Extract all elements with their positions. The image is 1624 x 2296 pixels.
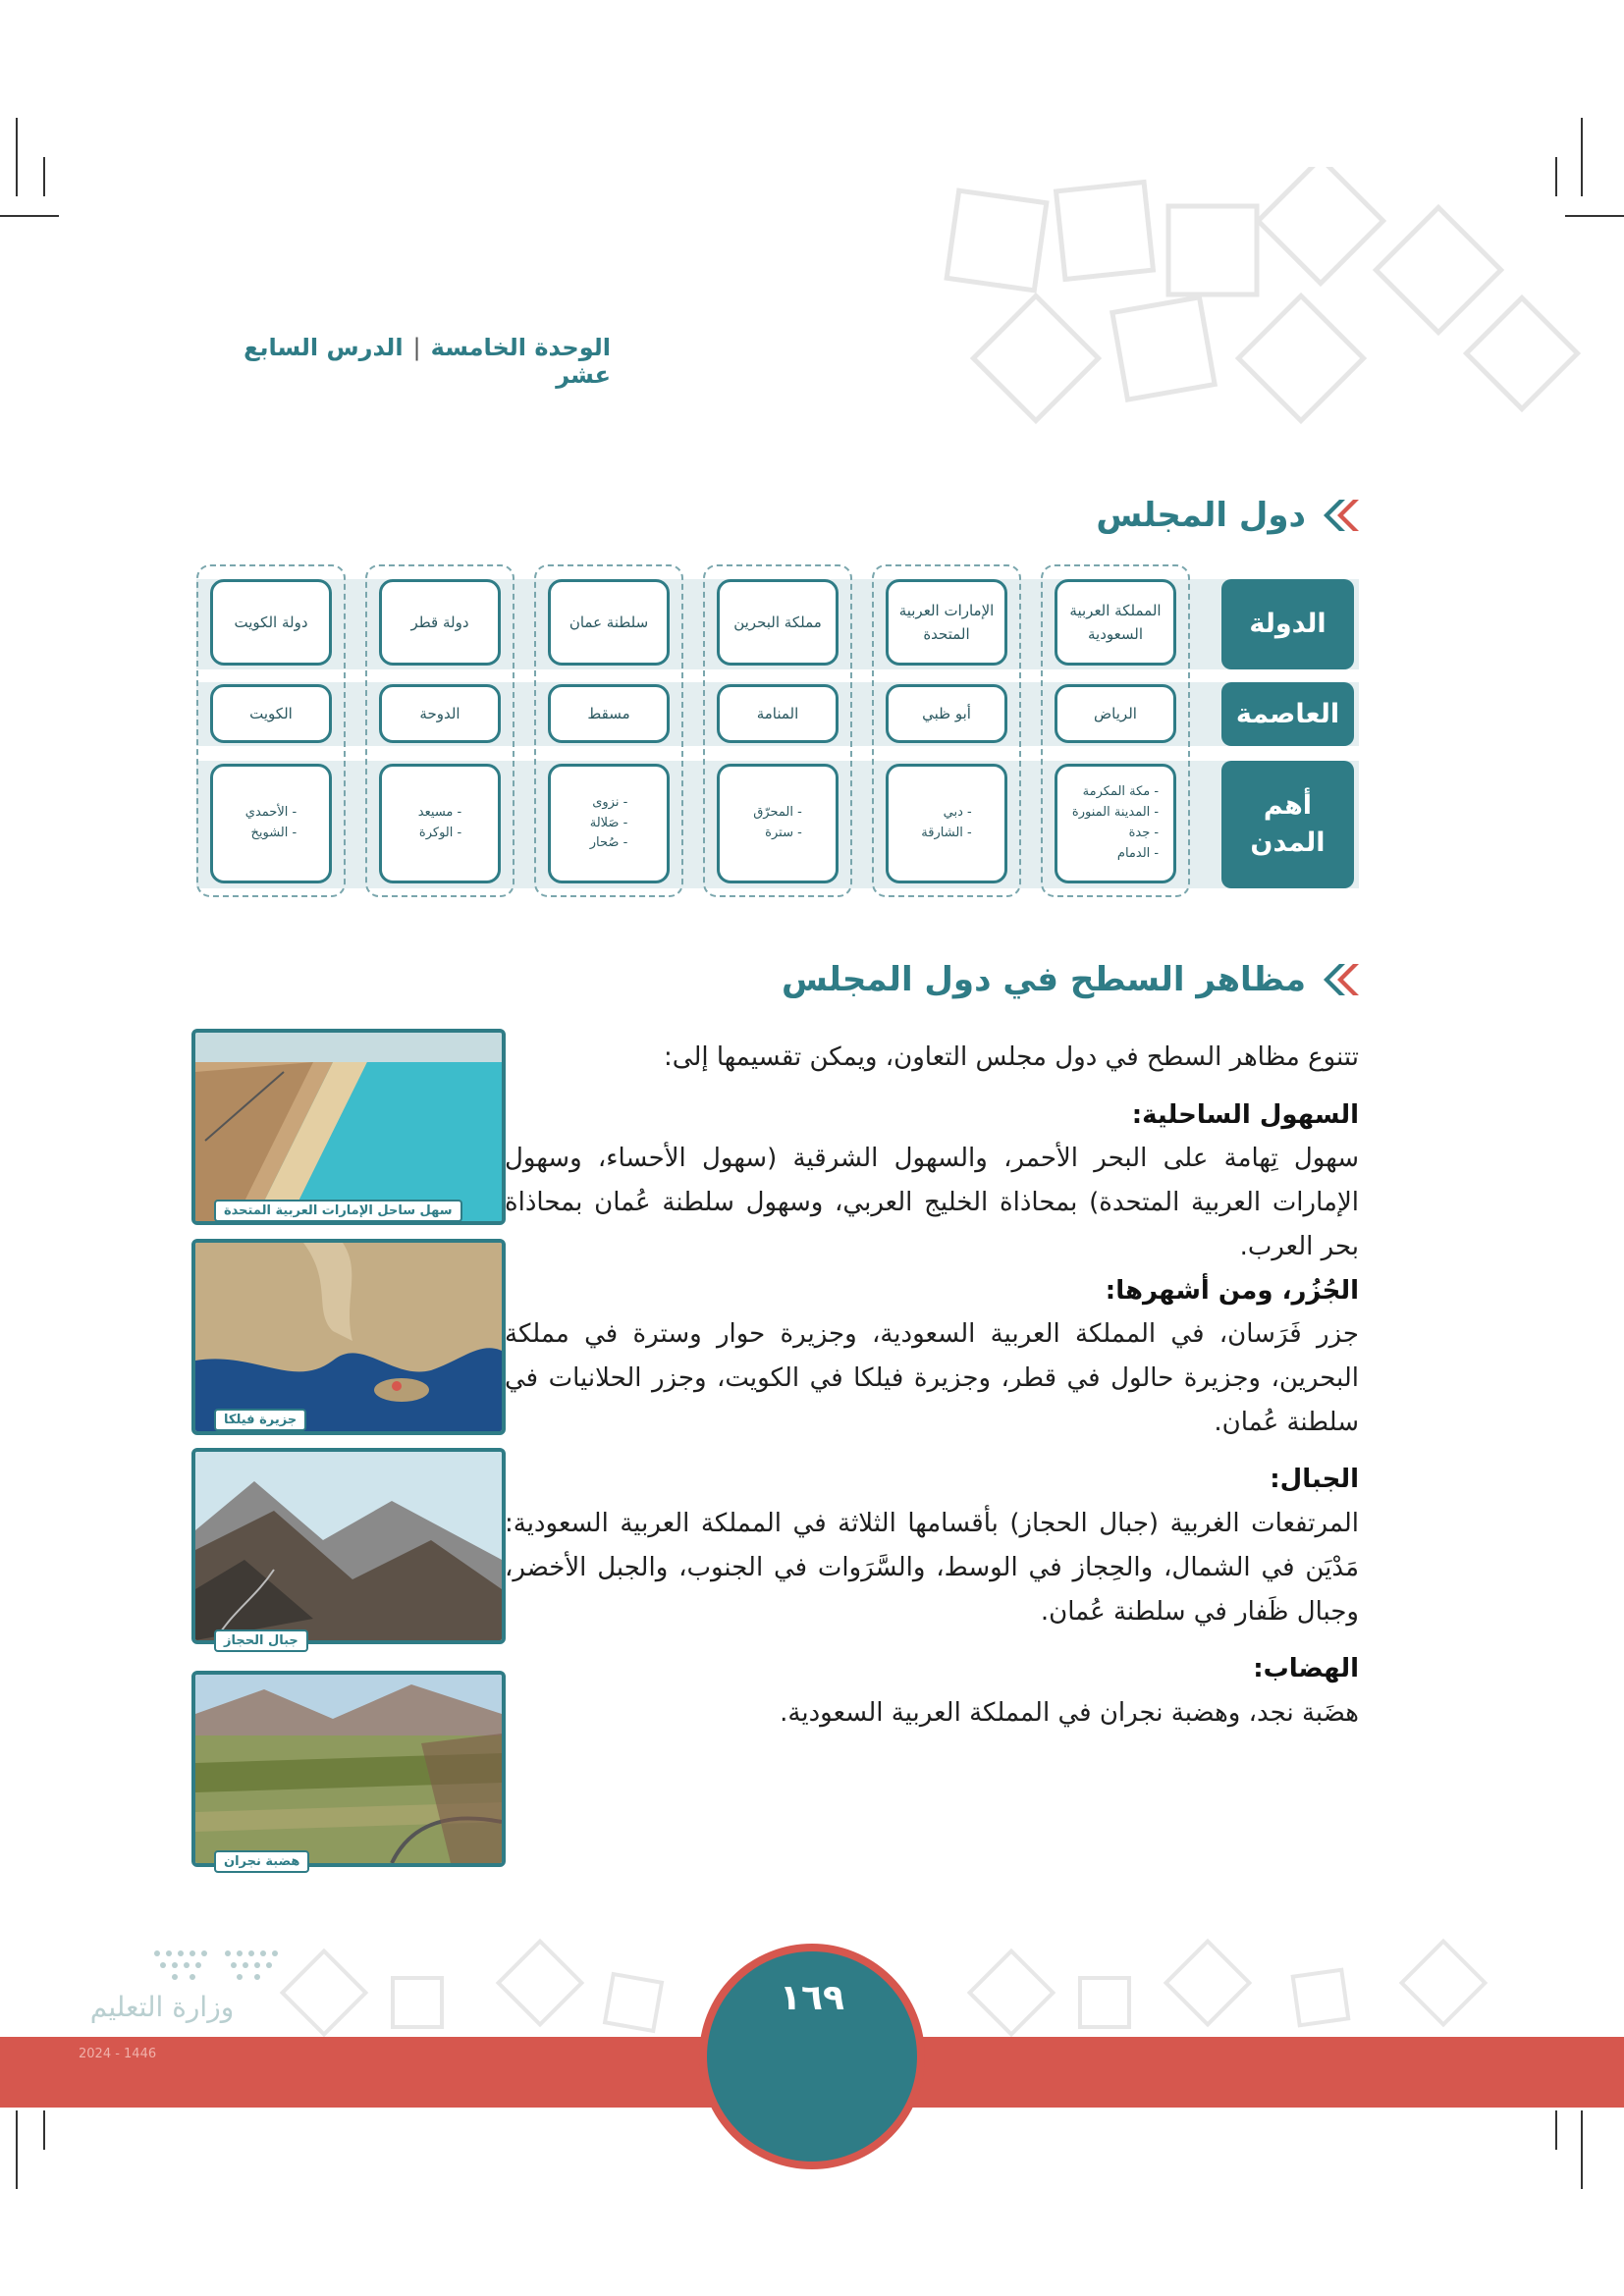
surface-features-body <box>505 1036 1359 1735</box>
city-item: - المدينة المنورة <box>1071 805 1160 821</box>
photo-uae-coast <box>191 1029 506 1225</box>
crop-mark <box>1581 118 1583 196</box>
photo-failaka-island <box>191 1239 506 1435</box>
intro-paragraph: تتنوع مظاهر السطح في دول مجلس التعاون، ويمكن تقسيمها إلى: <box>664 1042 1359 1072</box>
photo-caption: هضبة نجران <box>214 1850 309 1873</box>
cell-cities <box>1055 764 1176 883</box>
cell-state: مملكة البحرين <box>717 579 839 666</box>
chevron-left-icon <box>1318 496 1359 535</box>
city-item: - مكة المكرمة <box>1082 784 1160 800</box>
city-item: - دبي <box>943 805 972 821</box>
city-item: - الدمام <box>1116 845 1160 861</box>
cell-cities <box>210 764 332 883</box>
unit-label: الوحدة الخامسة <box>430 334 611 361</box>
crop-mark <box>0 215 59 217</box>
crop-mark <box>1555 2110 1557 2150</box>
city-item: - الوكرة <box>418 826 462 840</box>
city-item: - سترة <box>765 826 802 840</box>
city-item: - نزوى <box>592 794 628 810</box>
cell-state: المملكة العربية السعودية <box>1055 579 1176 666</box>
section-title-text: دول المجلس <box>1096 496 1306 535</box>
photo-caption: جبال الحجاز <box>214 1629 308 1652</box>
cell-cities <box>379 764 501 883</box>
section-title-surface-features <box>782 960 1359 999</box>
islands-paragraph: جزر فَرَسان، في المملكة العربية السعودية، وجزيرة حوار وسترة في مملكة البحرين، وجزيرة حالول في قطر، وجزيرة فيلكا في الكويت، وجزر الحلانيات في سلطنة عُمان. <box>505 1319 1359 1437</box>
cell-capital: أبو ظبي <box>886 684 1007 743</box>
mountains-heading: الجبال: <box>1270 1465 1359 1495</box>
plateaus-paragraph: هضَبة نجد، وهضبة نجران في المملكة العربية السعودية. <box>780 1698 1359 1729</box>
city-item: - الشويخ <box>250 826 298 840</box>
city-item: - صُحار <box>589 835 628 851</box>
city-item: - مسيعد <box>417 805 462 821</box>
crop-mark <box>16 2110 18 2189</box>
cell-cities <box>717 764 839 883</box>
ministry-logo-dots <box>147 1944 295 1988</box>
edition-label: 2024 - 1446 <box>79 2047 157 2061</box>
cell-capital: المنامة <box>717 684 839 743</box>
cell-state: سلطنة عمان <box>548 579 670 666</box>
city-item: - المحرّق <box>753 805 802 821</box>
plains-heading: السهول الساحلية: <box>1131 1099 1359 1130</box>
decorative-pattern <box>933 167 1581 442</box>
plateaus-heading: الهضاب: <box>1253 1654 1359 1684</box>
ministry-logo-text: وزارة التعليم <box>89 1991 235 2023</box>
cell-capital: الرياض <box>1055 684 1176 743</box>
crop-mark <box>43 2110 45 2150</box>
section-title-council-states <box>1096 496 1359 535</box>
section-title-text: مظاهر السطح في دول المجلس <box>781 960 1306 999</box>
chevron-left-icon <box>1318 960 1359 999</box>
cell-state: الإمارات العربية المتحدة <box>886 579 1007 666</box>
mountains-paragraph: المرتفعات الغربية (جبال الحجاز) بأقسامها الثلاثة في المملكة العربية السعودية: مَدْيَن في الشمال، والحِجاز في الوسط، والسَّرَوات في الجنوب، والجبل الأخضر، وجبال ظَفار في سلطنة عُمان. <box>505 1509 1359 1627</box>
photo-caption: سهل ساحل الإمارات العربية المتحدة <box>214 1200 462 1222</box>
cell-cities <box>548 764 670 883</box>
islands-heading: الجُزُر، ومن أشهرها: <box>1105 1275 1359 1306</box>
city-item: - الشارقة <box>921 826 972 840</box>
cell-capital: مسقط <box>548 684 670 743</box>
city-item: - صَلالة <box>589 815 628 830</box>
crop-mark <box>1581 2110 1583 2189</box>
photo-hijaz-mountains <box>191 1448 506 1644</box>
row-header-capital: العاصمة <box>1221 682 1354 746</box>
crop-mark <box>16 118 18 196</box>
cell-state: دولة الكويت <box>210 579 332 666</box>
row-header-state: الدولة <box>1221 579 1354 669</box>
row-header-cities: أهم المدن <box>1221 761 1354 888</box>
cell-state: دولة قطر <box>379 579 501 666</box>
running-header: الوحدة الخامسة|الدرس السابع عشر <box>244 334 611 389</box>
photo-caption: جزيرة فيلكا <box>214 1409 306 1431</box>
cell-capital: الكويت <box>210 684 332 743</box>
lesson-label: الدرس السابع عشر <box>244 334 611 389</box>
cell-capital: الدوحة <box>379 684 501 743</box>
crop-mark <box>43 157 45 196</box>
photo-najran-plateau <box>191 1671 506 1867</box>
cell-cities <box>886 764 1007 883</box>
page-number: ١٦٩ <box>780 1978 844 2018</box>
city-item: - جدة <box>1128 826 1160 840</box>
city-item: - الأحمدي <box>244 805 298 821</box>
plains-paragraph: سهول تِهامة على البحر الأحمر، والسهول الشرقية (سهول الأحساء، وسهول الإمارات العربية المتحدة) بمحاذاة الخليج العربي، وسهول سلطنة عُمان بمحاذاة بحر العرب. <box>505 1144 1359 1261</box>
